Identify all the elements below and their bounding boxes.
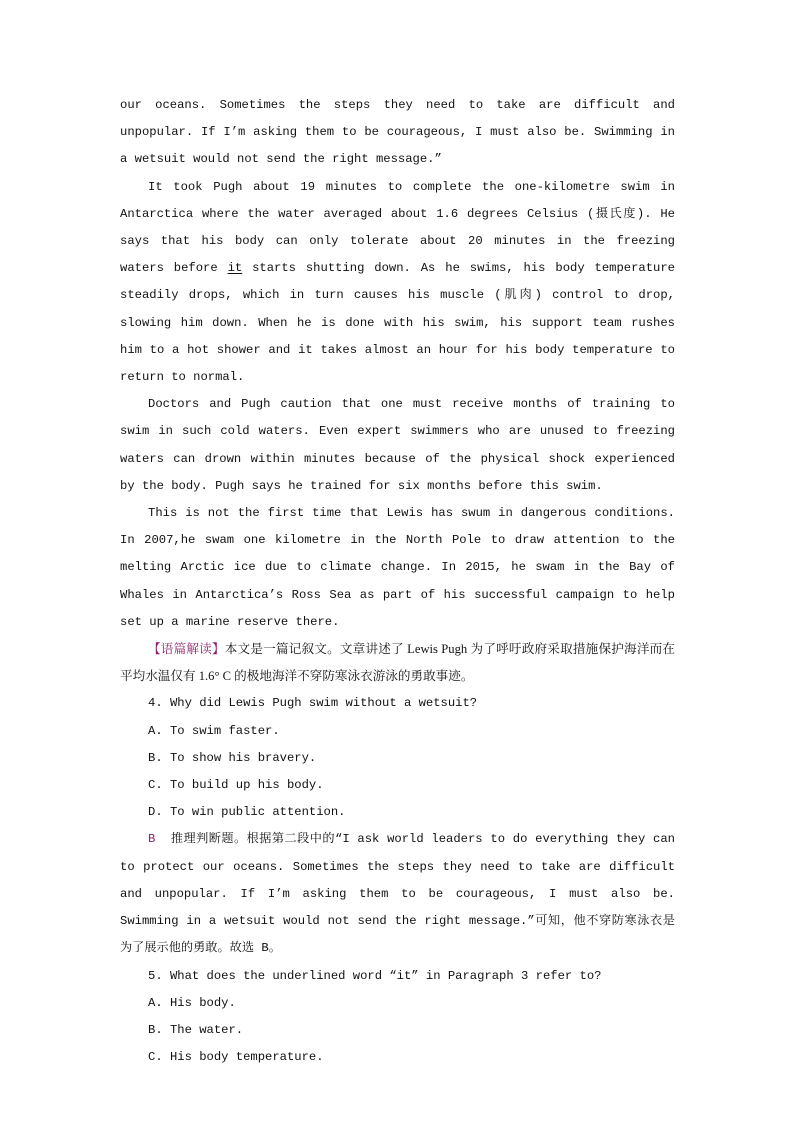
question-4-explanation — [120, 826, 675, 962]
passage-paragraph-2 — [120, 174, 675, 392]
question-4-option-d: D. To win public attention. — [148, 805, 346, 820]
question-5-option-c: C. His body temperature. — [148, 1050, 324, 1065]
analysis-tag: 【语篇解读】 — [148, 642, 225, 657]
question-4-option-a: A. To swim faster. — [148, 723, 280, 738]
question-5-option-b: B. The water. — [148, 1022, 244, 1037]
document-page — [120, 92, 675, 1071]
passage-paragraph-4: This is not the first time that Lewis has swum in dangerous conditions. In 2007,he swam one kilometre in the North Pole to draw attention to the melting Arctic ice due to climate change. In 2015, he swam in the Bay of Whales in Antarctica’s Ross Sea as part of his successful campaign to help set up a marine reserve there. — [120, 506, 675, 629]
question-4-answer: B — [148, 832, 156, 847]
paragraph-2-text-before: It took Pugh about 19 minutes to complete the one-kilometre swim in Antarctica where the water averaged about 1.6 degrees Celsius (摄氏度). He says that his body can only tolerate about 20 minutes in the freezing waters before — [120, 179, 675, 276]
question-4-option-c: C. To build up his body. — [148, 778, 324, 793]
underlined-word-it: it — [227, 261, 243, 276]
question-4-option-b: B. To show his bravery. — [148, 750, 317, 765]
question-4: 4. Why did Lewis Pugh swim without a wetsuit? — [148, 696, 478, 711]
question-4-explanation-text: 推理判断题。根据第二段中的“I ask world leaders to do everything they can to protect our oceans. Sometimes the steps they need to take are difficult and unpopular. If I’m asking them to be courageous, I must also be. Swimming in a wetsuit would not send the right message.”可知，他不穿防寒泳衣是为了展示他的勇敢。故选 B。 — [120, 832, 675, 956]
question-5: 5. What does the underlined word “it” in Paragraph 3 refer to? — [148, 968, 602, 983]
question-5-option-a: A. His body. — [148, 995, 236, 1010]
analysis-text: 本文是一篇记叙文。文章讲述了 Lewis Pugh 为了呼吁政府采取措施保护海洋而在平均水温仅有 1.6° C 的极地海洋不穿防寒泳衣游泳的勇敢事迹。 — [120, 642, 675, 684]
passage-analysis — [120, 636, 675, 690]
passage-paragraph-3: Doctors and Pugh caution that one must receive months of training to swim in such cold waters. Even expert swimmers who are unused to freezing waters can drown within minutes because of the physical shock experienced by the body. Pugh says he trained for six months before this swim. — [120, 397, 675, 493]
passage-paragraph-1: our oceans. Sometimes the steps they need to take are difficult and unpopular. If I’m asking them to be courageous, I must also be. Swimming in a wetsuit would not send the right message.” — [120, 98, 675, 167]
paragraph-2-text-after: starts shutting down. As he swims, his body temperature steadily drops, which in turn causes his muscle (肌肉) control to drop, slowing him down. When he is done with his swim, his support team rushes him to a hot shower and it takes almost an hour for his body temperature to return to normal. — [120, 261, 675, 385]
